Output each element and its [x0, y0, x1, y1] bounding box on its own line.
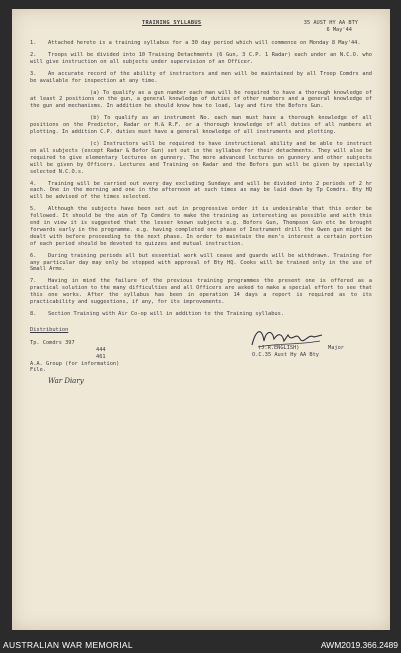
distribution-line: Tp. Comdrs 397 [30, 339, 75, 346]
distribution-line: 461 [96, 353, 106, 360]
paragraph-7: 7. Having in mind the failure of the previous training programmes the present one is offered as a practical solution to the many difficulties and all Officers are asked to make a special effort to see that this one works. After the syllabus has been in operation 14 days a report is required as to its practicability and suggestions, if any, for its improvements. [30, 278, 372, 306]
subparagraph-a: (a) To qualify as a gun number each man will be required to have a thorough knowledge of at least 2 positions on the gun, a general knowledge of duties of other numbers and a general knowledge of the gun and mechanisms. In addition he should know how to load, lay and fire the Bofors Gun. [30, 89, 372, 110]
distribution-line: 444 [96, 346, 106, 353]
distribution-list [30, 327, 119, 374]
paragraph-5: 5. Although the subjects have been set out in progressive order it is undesirable that this order be followed. It should be the aim of Tp Comdrs to make the training as interesting as possible and with this end in view it is suggested that the lesser known subjects e.g. Bofors Gun, Thompson Gun etc be brought forwards early in the programme. e.g. having completed one phase of Instrument drill the Owen gun might be dealt with before proceeding to the next phase. In order to maintain the men's interest a certain portion of each period should be devoted to quizzes and mutual instruction. [30, 206, 372, 247]
paragraph-8: 8. Section Training with Air Co-op will in addition to the Training syllabus. [30, 311, 284, 317]
signatory-title: O.C.35 Aust Hy AA Bty [252, 351, 319, 358]
document-date: 6 May'44 [326, 27, 352, 33]
unit-designation: 35 AUST HY AA BTY [303, 20, 358, 26]
document-header [30, 18, 372, 40]
war-diary-handwritten-note: War Diary [48, 376, 84, 385]
distribution-line: File. [30, 367, 46, 374]
document-title: TRAINING SYLLABUS [142, 20, 202, 26]
distribution-line: A.A. Group (for information) [30, 360, 120, 367]
archive-name: AUSTRALIAN WAR MEMORIAL [3, 640, 133, 650]
paragraph-4: 4. Training will be carried out every day excluding Sundays and will be divided into 2 periods of 2 hr each. One in the morning and one in the afternoon at such times as may be laid down by Tp Comdrs. Bty HQ will be advised of the times selected. [30, 180, 372, 201]
document-page [12, 9, 390, 630]
distribution-title: Distribution [30, 326, 69, 333]
subparagraph-c: (c) Instructors will be required to have instructional ability and be able to instruct on all subjects (except Radar & Bofor Gun) set out in the syllabus for their detachments. They will also be required to give elementary lectures on gunnery. The more advanced lectures on gunnery and other subjects will be given by Officers. Lectures and Training on Radar and the Bofors gun will be given by specially selected N.C.O.s. [30, 140, 372, 175]
signature-text [252, 344, 344, 359]
paragraph-2: 2. Troops will be divided into 10 Training Detachments (6 Gun, 3 C.P. 1 Radar) each under an N.C.O. who will give instruction on all subjects under supervision of an Officer. [30, 51, 372, 65]
signature-block [30, 323, 372, 395]
paragraph-3: 3. An accurate record of the ability of instructors and men will be maintained by all Troop Comdrs and be available for inspection at any time. [30, 70, 372, 84]
signatory-name: (J.R.ENGLISH) [258, 344, 300, 351]
paragraph-6: 6. During training periods all but essential work will cease and guards will be withdrawn. Training for any particular day may only be stopped with approval of Bty HQ. Cooks will be trained only in the use of Small Arms. [30, 252, 372, 273]
subparagraph-b: (b) To qualify as an instrument No. each man must have a thorough knowledge of all positions on the Predictor, Radar or H.& R.F. or a thorough knowledge of all duties of all numbers at plotting. In addition C.P. duties must have a general knowledge of all instruments and plotting. [30, 115, 372, 136]
signatory-rank: Major [328, 344, 344, 351]
paragraph-1: 1. Attached hereto is a training syllabus for a 30 day period which will commence on Monday 8 May'44. [30, 40, 361, 46]
archive-reference: AWM2019.366.2489 [320, 640, 398, 650]
archive-footer [0, 636, 401, 653]
